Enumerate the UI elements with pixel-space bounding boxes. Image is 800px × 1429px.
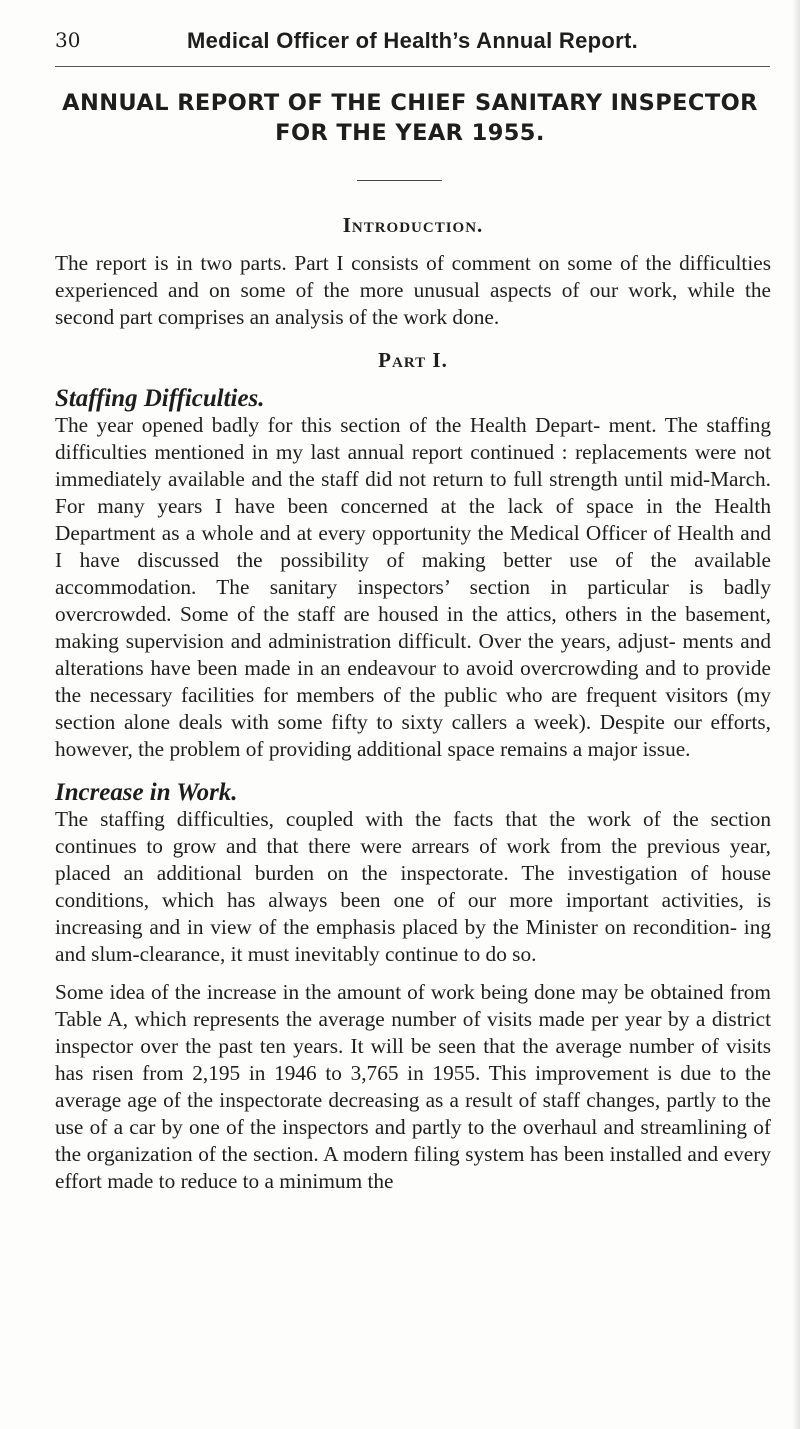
part-one-heading: Part I. — [378, 348, 448, 372]
introduction-heading: Introduction. — [342, 213, 484, 237]
header-rule — [55, 66, 770, 67]
increase-in-work-paragraph-1: The staffing difficulties, coupled with the facts that the work of the section continues to grow and that there were arrears of work from the previous year, placed an additional burden on the inspectorate. The investigation of house conditions, which has always been one of our more important activities, is increasing and in view of the emphasis placed by the Minister on recondition- ing and slum-clearance, it must inevitably continue to do so. — [55, 807, 771, 966]
introduction-paragraph: The report is in two parts. Part I consists of comment on some of the difficulties experienced and on some of the more unusual aspects of our work, while the second part comprises an analysis of the work done. — [55, 251, 771, 329]
page-edge-shadow — [792, 0, 800, 1429]
running-head-title: Medical Officer of Health’s Annual Report. — [186, 28, 639, 53]
report-title-line-2: FOR THE YEAR 1955. — [275, 120, 545, 146]
staffing-difficulties-paragraph: The year opened badly for this section of the Health Depart- ment. The staffing difficulties mentioned in my last annual report continued : replacements were not immediately available and the staff did not return to full strength until mid-March. For many years I have been concerned at the lack of space in the Health Department as a whole and at every opportunity the Medical Officer of Health and I have discussed the possibility of making better use of the available accommodation. The sanitary inspectors’ section in particular is badly overcrowded. Some of the staff are housed in the attics, others in the basement, making supervision and administration difficult. Over the years, adjust- ments and alterations have been made in an endeavour to avoid overcrowding and to provide the necessary facilities for members of the public who are frequent visitors (my section alone deals with some fifty to sixty callers a week). Despite our efforts, however, the problem of providing additional space remains a major issue. — [55, 413, 771, 761]
report-title — [40, 88, 780, 148]
increase-in-work-heading: Increase in Work. — [55, 779, 238, 806]
title-divider — [357, 180, 442, 181]
page-number: 30 — [55, 28, 81, 52]
staffing-difficulties-heading: Staffing Difficulties. — [55, 385, 265, 412]
increase-in-work-paragraph-2: Some idea of the increase in the amount of work being done may be obtained from Table A, which represents the average number of visits made per year by a district inspector over the past ten years. It will be seen that the average number of visits has risen from 2,195 in 1946 to 3,765 in 1955. This improvement is due to the average age of the inspectorate decreasing as a result of staff changes, partly to the use of a car by one of the inspectors and partly to the overhaul and streamlining of the organization of the section. A modern filing system has been installed and every effort made to reduce to a minimum the — [55, 980, 771, 1193]
running-head — [55, 28, 770, 58]
body-text — [55, 212, 771, 1195]
report-title-line-1: ANNUAL REPORT OF THE CHIEF SANITARY INSPECTOR — [62, 90, 758, 116]
